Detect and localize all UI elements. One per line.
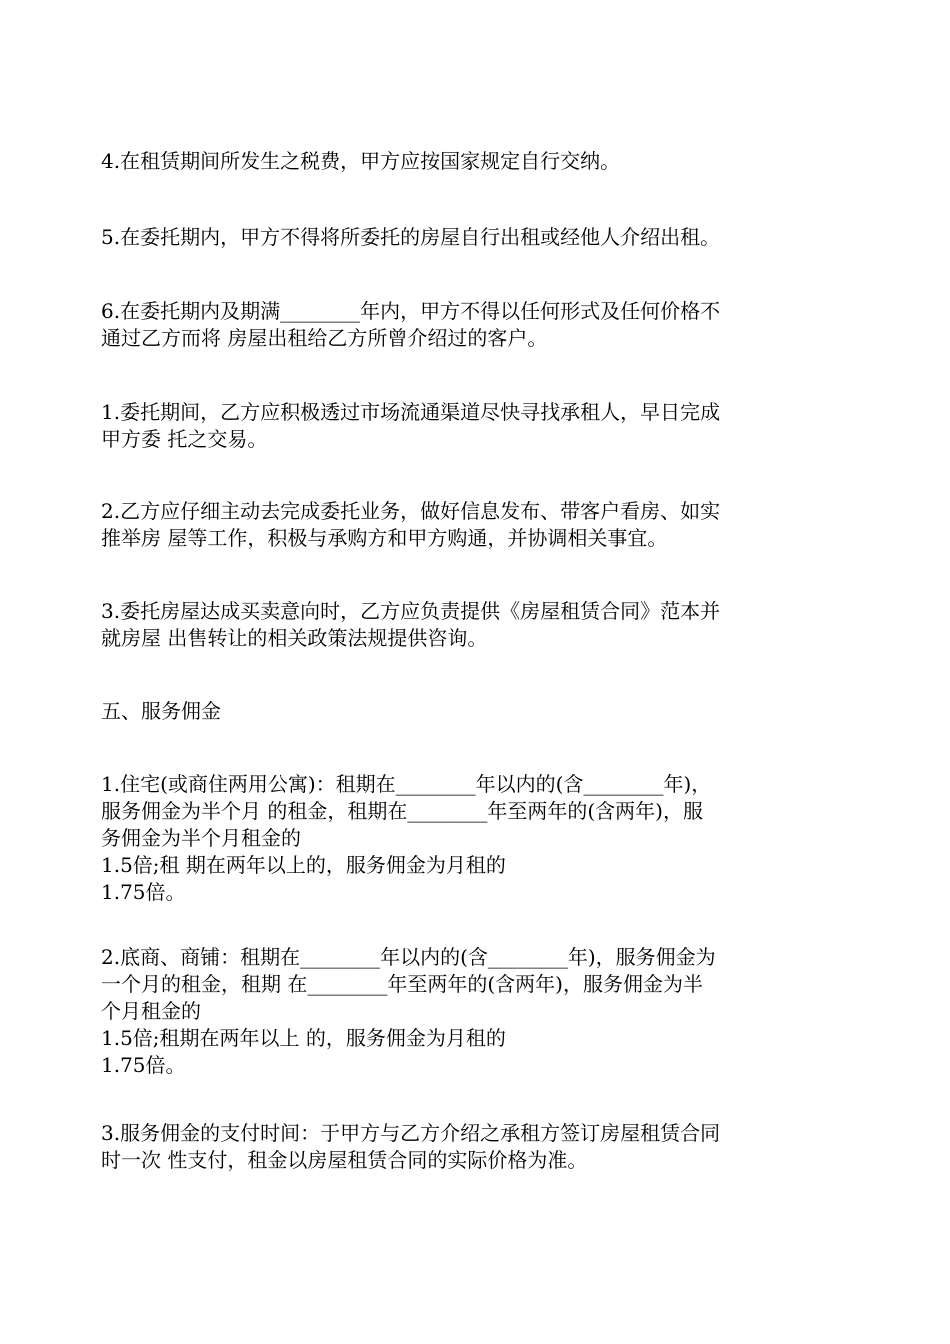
- text-line: 通过乙方而将 房屋出租给乙方所曾介绍过的客户。: [101, 326, 548, 350]
- section-title: 五、服务佣金: [101, 699, 221, 723]
- clause-4-taxes: [101, 148, 853, 175]
- commission-3-payment-time: [101, 1120, 853, 1174]
- text-line: 6.在委托期内及期满________年内，甲方不得以任何形式及任何价格不: [101, 299, 721, 323]
- clause-5-no-self-lease: [101, 224, 853, 251]
- text-line: 1.75倍。: [101, 1053, 186, 1077]
- text-line: 1.住宅(或商住两用公寓)：租期在________年以内的(含________年)，: [101, 772, 712, 796]
- text-line: 一个月的租金，租期 在________年至两年的(含两年)，服务佣金为半: [101, 972, 703, 996]
- text-line: 5.在委托期内，甲方不得将所委托的房屋自行出租或经他人介绍出租。: [101, 225, 721, 249]
- obligation-3-provide-contract: [101, 598, 853, 652]
- text-line: 1.5倍;租期在两年以上 的，服务佣金为月租的: [101, 1026, 506, 1050]
- obligation-1-find-tenant: [101, 399, 853, 453]
- text-line: 推举房 屋等工作，积极与承购方和甲方购通，并协调相关事宜。: [101, 526, 668, 550]
- text-line: 甲方委 托之交易。: [101, 427, 268, 451]
- text-line: 个月租金的: [101, 999, 201, 1023]
- obligation-2-complete-business: [101, 498, 853, 552]
- text-line: 1.5倍;租 期在两年以上的，服务佣金为月租的: [101, 853, 506, 877]
- text-line: 1.委托期间，乙方应积极透过市场流通渠道尽快寻找承租人，早日完成: [101, 400, 721, 424]
- commission-2-commercial: [101, 944, 853, 1079]
- text-line: 3.委托房屋达成买卖意向时，乙方应负责提供《房屋租赁合同》范本并: [101, 599, 721, 623]
- text-line: 时一次 性支付，租金以房屋租赁合同的实际价格为准。: [101, 1148, 588, 1172]
- clause-6-no-bypass: [101, 298, 853, 352]
- section-heading-service-commission: [101, 698, 853, 725]
- text-line: 务佣金为半个月租金的: [101, 826, 301, 850]
- text-line: 2.乙方应仔细主动去完成委托业务，做好信息发布、带客户看房、如实: [101, 499, 721, 523]
- text-line: 4.在租赁期间所发生之税费，甲方应按国家规定自行交纳。: [101, 149, 621, 173]
- text-line: 3.服务佣金的支付时间：于甲方与乙方介绍之承租方签订房屋租赁合同: [101, 1121, 721, 1145]
- text-line: 2.底商、商铺：租期在________年以内的(含________年)，服务佣金为: [101, 945, 716, 969]
- text-line: 服务佣金为半个月 的租金，租期在________年至两年的(含两年)，服: [101, 799, 703, 823]
- text-line: 1.75倍。: [101, 880, 186, 904]
- commission-1-residential: [101, 771, 853, 906]
- text-line: 就房屋 出售转让的相关政策法规提供咨询。: [101, 626, 488, 650]
